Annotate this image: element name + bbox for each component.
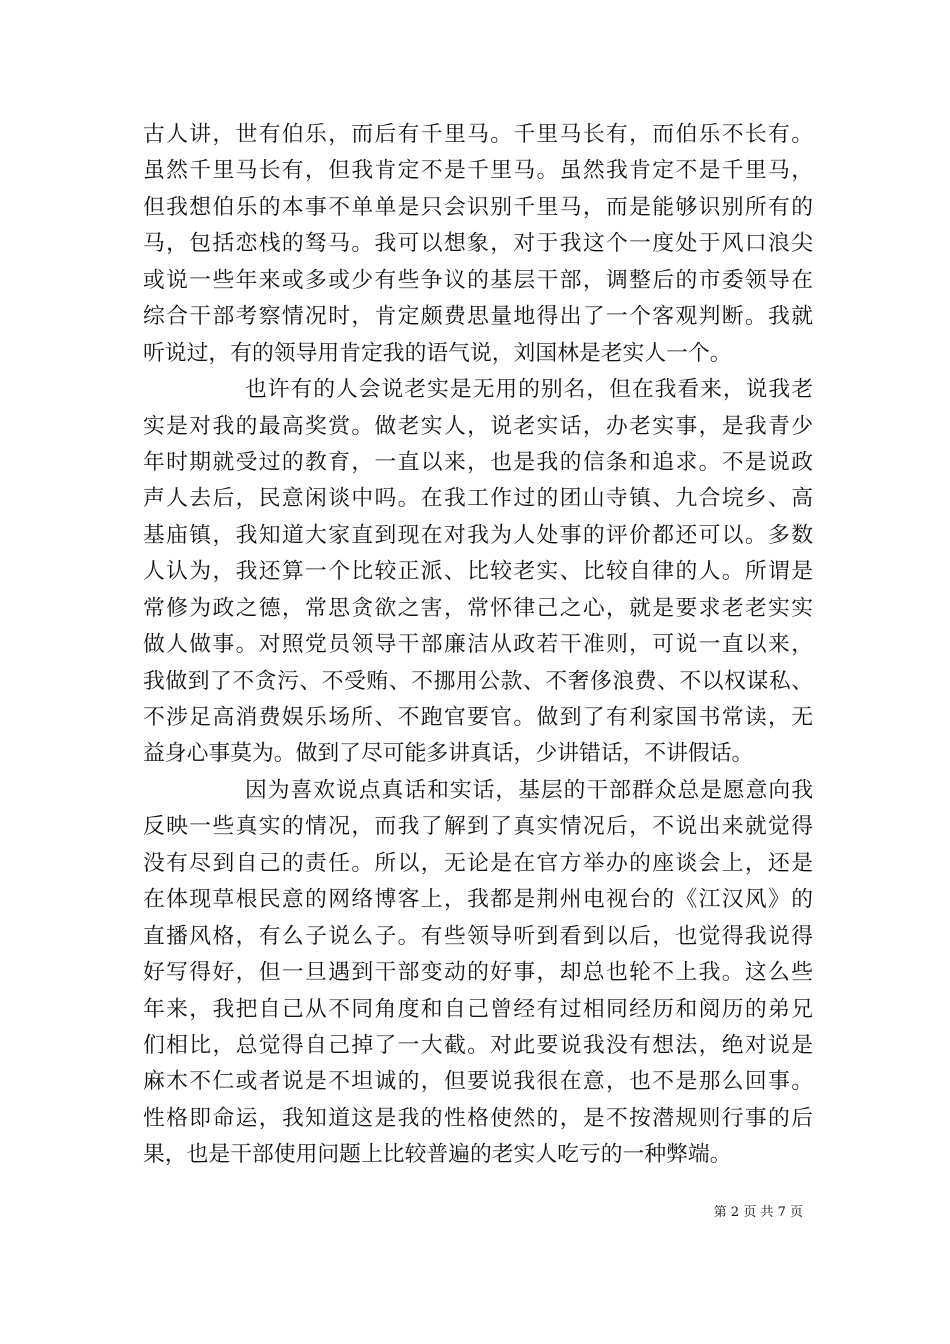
text-line: 我做到了不贪污、不受贿、不挪用公款、不奢侈浪费、不以权谋私、 [143,668,813,694]
text-line: 常修为政之德，常思贪欲之害，常怀律己之心，就是要求老老实实 [143,595,813,621]
text-line: 基庙镇，我知道大家直到现在对我为人处事的评价都还可以。多数 [143,522,813,548]
text-line: 虽然千里马长有，但我肯定不是千里马。虽然我肯定不是千里马， [143,158,813,184]
text-line: 益身心事莫为。做到了尽可能多讲真话，少讲错话，不讲假话。 [143,741,754,767]
page-number: 第 2 页 共 7 页 [713,1205,803,1220]
text-line: 因为喜欢说点真话和实话，基层的干部群众总是愿意向我 [245,777,813,803]
text-line: 们相比，总觉得自己掉了一大截。对此要说我没有想法，绝对说是 [143,1032,813,1058]
text-line: 听说过，有的领导用肯定我的语气说，刘国林是老实人一个。 [143,340,732,366]
text-line: 但我想伯乐的本事不单单是只会识别千里马，而是能够识别所有的 [143,194,813,220]
text-line: 马，包括恋栈的驽马。我可以想象，对于我这个一度处于风口浪尖 [143,231,813,257]
text-line: 年时期就受过的教育，一直以来，也是我的信条和追求。不是说政 [143,449,813,475]
text-line: 直播风格，有么子说么子。有些领导听到看到以后，也觉得我说得 [143,923,813,949]
text-line: 果，也是干部使用问题上比较普遍的老实人吃亏的一种弊端。 [143,1142,732,1168]
text-line: 不涉足高消费娱乐场所、不跑官要官。做到了有利家国书常读，无 [143,705,813,730]
text-line: 年来，我把自己从不同角度和自己曾经有过相同经历和阅历的弟兄 [143,996,813,1022]
text-line: 好写得好，但一旦遇到干部变动的好事，却总也轮不上我。这么些 [143,960,813,986]
paragraph-1 [143,117,813,372]
text-line: 综合干部考察情况时，肯定颇费思量地得出了一个客观判断。我就 [143,304,813,330]
text-line: 古人讲，世有伯乐，而后有千里马。千里马长有，而伯乐不长有。 [143,122,813,147]
text-line: 做人做事。对照党员领导干部廉洁从政若干准则，可说一直以来， [143,632,813,658]
text-line: 反映一些真实的情况，而我了解到了真实情况后，不说出来就觉得 [143,814,813,840]
text-line: 声人去后，民意闲谈中吗。在我工作过的团山寺镇、九合垸乡、高 [143,486,813,512]
text-line: 也许有的人会说老实是无用的别名，但在我看来，说我老 [245,377,813,403]
text-line: 人认为，我还算一个比较正派、比较老实、比较自律的人。所谓是 [143,559,813,585]
text-line: 在体现草根民意的网络博客上，我都是荆州电视台的《江汉风》的 [143,887,813,913]
text-line: 麻木不仁或者说是不坦诚的，但要说我很在意，也不是那么回事。 [143,1069,813,1095]
body-text [143,117,813,1174]
paragraph-2 [143,372,813,773]
text-line: 实是对我的最高奖赏。做老实人，说老实话，办老实事，是我青少 [143,413,813,439]
paragraph-3 [143,773,813,1174]
text-line: 没有尽到自己的责任。所以，无论是在官方举办的座谈会上，还是 [143,850,813,876]
text-line: 性格即命运，我知道这是我的性格使然的，是不按潜规则行事的后 [143,1105,813,1131]
text-line: 或说一些年来或多或少有些争议的基层干部，调整后的市委领导在 [143,267,813,293]
